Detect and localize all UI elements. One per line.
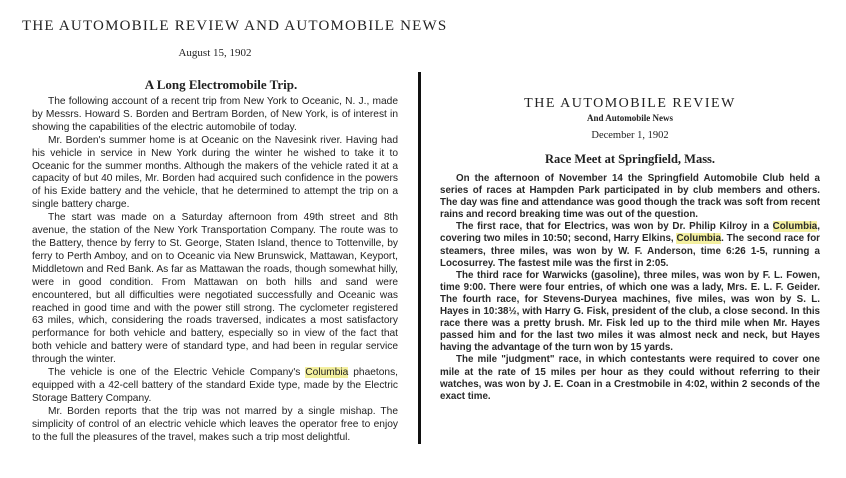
column-divider: [418, 72, 421, 444]
right-date: December 1, 1902: [591, 130, 669, 141]
text-run: , covering two miles in 10:50; second, Harry Elkins,: [440, 221, 820, 245]
paragraph: [32, 367, 398, 406]
paragraph: [440, 173, 820, 221]
paragraph: [32, 135, 398, 212]
right-article-title: Race Meet at Springfield, Mass.: [544, 152, 716, 166]
paragraph: [440, 354, 820, 402]
text-run: The following account of a recent trip from New York to Oceanic, N. J., made by Messrs. Howard S. Borden and Bertram Borden, of New York, is of interest in showing the capabilities of the electric automobile of today.: [32, 96, 398, 133]
highlighted-word: Columbia: [772, 221, 818, 233]
paragraph: [32, 212, 398, 367]
text-run: Mr. Borden reports that the trip was not marred by a single mishap. The simplicity of control of an electric vehicle which leaves the operator free to enjoy to the full the pleasures of the travel, makes such a trip most delightful.: [32, 405, 398, 443]
left-masthead: THE AUTOMOBILE REVIEW AND AUTOMOBILE NEWS: [22, 18, 448, 34]
text-run: phaetons, equipped with a 42-cell battery of the standard Exide type, made by the Electric Storage Battery Company.: [32, 367, 398, 404]
left-clipping: [22, 18, 448, 444]
left-article-title: A Long Electromobile Trip.: [144, 77, 298, 92]
text-run: The start was made on a Saturday afternoon from 49th street and 8th avenue, the station of the New York Transportation Company. The route was to the Battery, thence by ferry to St. George, Staten Island, thence to Tottenville, by ferry to Perth Amboy, and on to Oceanic via New Brunswick, Mattawan, Keyport, Middletown and Red Bank. As far as Mattawan the roads, though somewhat hilly, were in good condition. From Mattawan on both hills and sand were encountered, but all difficulties were negotiated successfully and Oceanic was reached in good time and with the power still strong. The cyclometer registered 63 miles, which, considering the roads traversed, indicates a most satisfactory performance for both vehicle and battery, especially so in view of the fact that both vehicle and battery were of standard type, and had been in regular service through the winter.: [32, 212, 398, 366]
right-subtitle: And Automobile News: [586, 113, 673, 123]
text-run: The first race, that for Electrics, was won by Dr. Philip Kilroy in a: [456, 221, 773, 233]
text-run: The mile "judgment" race, in which contestants were required to cover one mile at the rate of 15 miles per hour as they could without referring to their watches, was won by J. E. Coan in a Crestmobile in 4:02, within 2 seconds of the exact time.: [440, 354, 820, 402]
paragraph: [440, 221, 820, 269]
left-article-body: [22, 96, 420, 444]
left-date: August 15, 1902: [178, 47, 252, 59]
text-run: On the afternoon of November 14 the Springfield Automobile Club held a series of races at Hampden Park participated in by club members and others. The day was fine and attendance was good though the track was soft from recent rains and record breaking time was out of the question.: [440, 173, 820, 221]
highlighted-word: Columbia: [676, 233, 722, 245]
text-run: Mr. Borden's summer home is at Oceanic on the Navesink river. Having had his vehicle in service in New York during the winter he wished to take it to Oceanic for the summer months. Although the makers of the vehicle rated it at a capacity of but 40 miles, Mr. Borden had acquired such confidence in the powers of his Exide battery and the vehicle, that he determined to attempt the trip on a single battery charge.: [32, 134, 398, 211]
paragraph: [32, 96, 398, 135]
highlighted-word: Columbia: [305, 367, 349, 379]
text-run: The third race for Warwicks (gasoline), three miles, was won by F. L. Fowen, time 9:00. There were four entries, of which one was a lady, Mrs. E. L. F. Geider. The fourth race, for Stevens-Duryea machines, five miles, was won by S. L. Hayes in 10:38½, with Harry G. Fisk, president of the club, a close second. In this race there was a pretty brush. Mr. Fisk led up to the third mile when Mr. Hayes passed him and for the last two miles it was almost neck and neck, but Hayes having the advantage of the turn won by 15 yards.: [440, 269, 820, 354]
text-run: The vehicle is one of the Electric Vehicle Company's: [48, 367, 306, 379]
right-masthead: THE AUTOMOBILE REVIEW: [524, 96, 736, 111]
right-clipping: [440, 96, 820, 403]
text-run: . The second race for steamers, three miles, was won by W. F. Anderson, time 6:26 1-5, running a Locosurrey. The fastest mile was the first in 2:05.: [440, 233, 820, 269]
paragraph: [32, 406, 398, 445]
right-article-body: [440, 173, 820, 403]
paragraph: [440, 270, 820, 355]
